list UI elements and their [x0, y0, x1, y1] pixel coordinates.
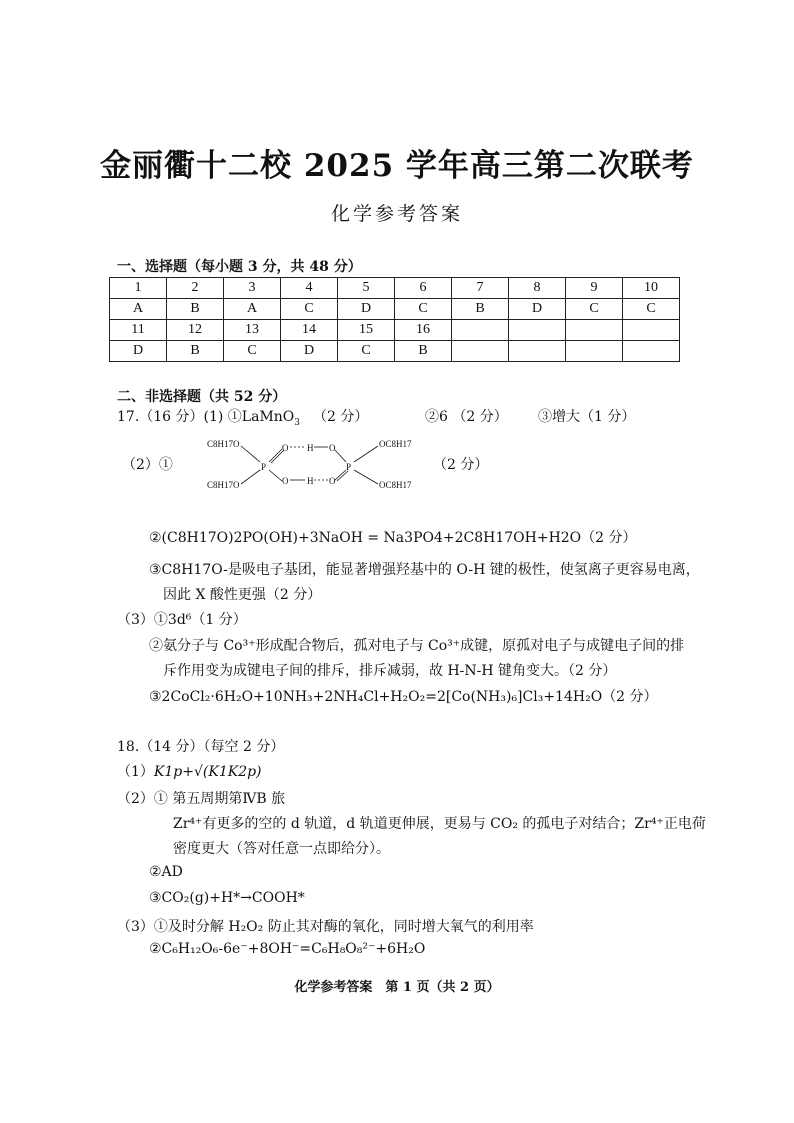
struct-group-tr: OC8H17 [379, 439, 412, 449]
table-row [110, 299, 680, 320]
page-footer: 化学参考答案 第 1 页（共 2 页） [294, 980, 500, 995]
table-cell [509, 320, 566, 341]
table-cell: C [338, 341, 395, 362]
table-cell: 13 [224, 320, 281, 341]
q18-part1-label: （1） [117, 764, 154, 780]
q18-head: 18.（14 分）（每空 2 分） [117, 739, 285, 755]
q17-head-text: 17.（16 分）(1) ①LaMnO [117, 409, 295, 425]
q18-part2-2: ②AD [149, 864, 183, 880]
table-cell: D [338, 299, 395, 320]
table-row [110, 320, 680, 341]
q17-part3-1: （3）①3d⁶（1 分） [117, 612, 247, 628]
q17-answer-b: ②6 （2 分） [425, 409, 508, 425]
q17-part2-3a: ③C8H17O-是吸电子基团，能显著增强羟基中的 O-H 键的极性，使氢离子更容易电离， [149, 562, 700, 578]
table-cell [452, 320, 509, 341]
q18-part2-1a: Zr⁴⁺有更多的空的 d 轨道，d 轨道更伸展，更易与 CO₂ 的孤电子对结合；Zr⁴⁺正电荷 [173, 816, 706, 832]
table-cell [623, 341, 680, 362]
table-cell: 6 [395, 278, 452, 299]
table-cell: C [623, 299, 680, 320]
table-cell: 7 [452, 278, 509, 299]
struct-group-tl: C8H17O [207, 439, 240, 449]
table-cell: 9 [566, 278, 623, 299]
q18-part3-1: （3）①及时分解 H₂O₂ 防止其对酶的氧化，同时增大氧气的利用率 [117, 919, 534, 935]
q17-points-1: （2 分） [313, 409, 369, 425]
q17-part2-2: ②(C8H17O)2PO(OH)+3NaOH = Na3PO4+2C8H17OH+H2O（2 分） [149, 530, 637, 546]
table-row [110, 341, 680, 362]
struct-o3: O [329, 443, 336, 453]
q18-part2-1: （2）① 第五周期第ⅣB 旅 [117, 791, 286, 807]
table-cell: C [395, 299, 452, 320]
table-cell: 16 [395, 320, 452, 341]
table-cell: 15 [338, 320, 395, 341]
table-cell: 2 [167, 278, 224, 299]
struct-p-right: P [346, 462, 352, 472]
struct-p-left: P [261, 462, 267, 472]
table-row [110, 278, 680, 299]
q18-part2-1b: 密度更大（答对任意一点即给分）。 [173, 841, 390, 857]
table-cell: 11 [110, 320, 167, 341]
table-cell: 5 [338, 278, 395, 299]
table-cell: D [110, 341, 167, 362]
q17-part2-points: （2 分） [433, 457, 489, 473]
table-cell: 3 [224, 278, 281, 299]
dimer-structure-diagram [205, 434, 420, 498]
q18-part1-formula: K1p+√(K1K2p) [153, 764, 262, 780]
q17-part3-2a: ②氨分子与 Co³⁺形成配合物后，孤对电子与 Co³⁺成键，原孤对电子与成键电子间的排 [149, 638, 685, 654]
section2-heading: 二、非选择题（共 52 分） [117, 389, 287, 405]
q17-part2-label: （2）① [122, 457, 173, 473]
q18-part2-3: ③CO₂(g)+H*→COOH* [149, 890, 305, 906]
q17-part3-2b: 斥作用变为成键电子间的排斥，排斥减弱，故 H-N-H 键角变大。（2 分） [163, 663, 617, 679]
struct-group-br: OC8H17 [379, 480, 412, 490]
table-cell [566, 320, 623, 341]
table-cell: B [167, 341, 224, 362]
struct-group-bl: C8H17O [207, 480, 240, 490]
table-cell: C [566, 299, 623, 320]
page-title: 金丽衢十二校 2025 学年高三第二次联考 [100, 148, 694, 184]
table-cell [566, 341, 623, 362]
table-cell: C [224, 341, 281, 362]
table-cell: 1 [110, 278, 167, 299]
q17-head-sub: 3 [294, 417, 301, 428]
table-cell: B [395, 341, 452, 362]
table-cell: 10 [623, 278, 680, 299]
q17-head [117, 406, 300, 428]
struct-h1: H [307, 443, 314, 453]
page-subtitle: 化学参考答案 [330, 203, 463, 225]
answer-table [109, 277, 680, 362]
q17-part2-3b: 因此 X 酸性更强（2 分） [163, 587, 322, 603]
q17-answer-c: ③增大（1 分） [538, 409, 636, 425]
table-cell: D [509, 299, 566, 320]
table-cell [623, 320, 680, 341]
struct-o1: O [282, 443, 289, 453]
struct-h2: H [307, 476, 314, 486]
table-cell: C [281, 299, 338, 320]
struct-o4: O [329, 476, 336, 486]
table-cell: A [224, 299, 281, 320]
section1-heading: 一、选择题（每小题 3 分，共 48 分） [117, 259, 362, 275]
table-cell: 8 [509, 278, 566, 299]
table-cell: B [452, 299, 509, 320]
table-cell: A [110, 299, 167, 320]
struct-o2: O [282, 476, 289, 486]
table-cell [452, 341, 509, 362]
q18-part1 [117, 761, 262, 781]
table-cell: 12 [167, 320, 224, 341]
table-cell: B [167, 299, 224, 320]
table-cell [509, 341, 566, 362]
table-cell: 14 [281, 320, 338, 341]
table-cell: 4 [281, 278, 338, 299]
q18-part3-2: ②C₆H₁₂O₆-6e⁻+8OH⁻=C₆H₈O₈²⁻+6H₂O [149, 941, 426, 957]
q17-part3-3: ③2CoCl₂·6H₂O+10NH₃+2NH₄Cl+H₂O₂=2[Co(NH₃)₆]Cl₃+14H₂O（2 分） [149, 689, 658, 705]
table-cell: D [281, 341, 338, 362]
